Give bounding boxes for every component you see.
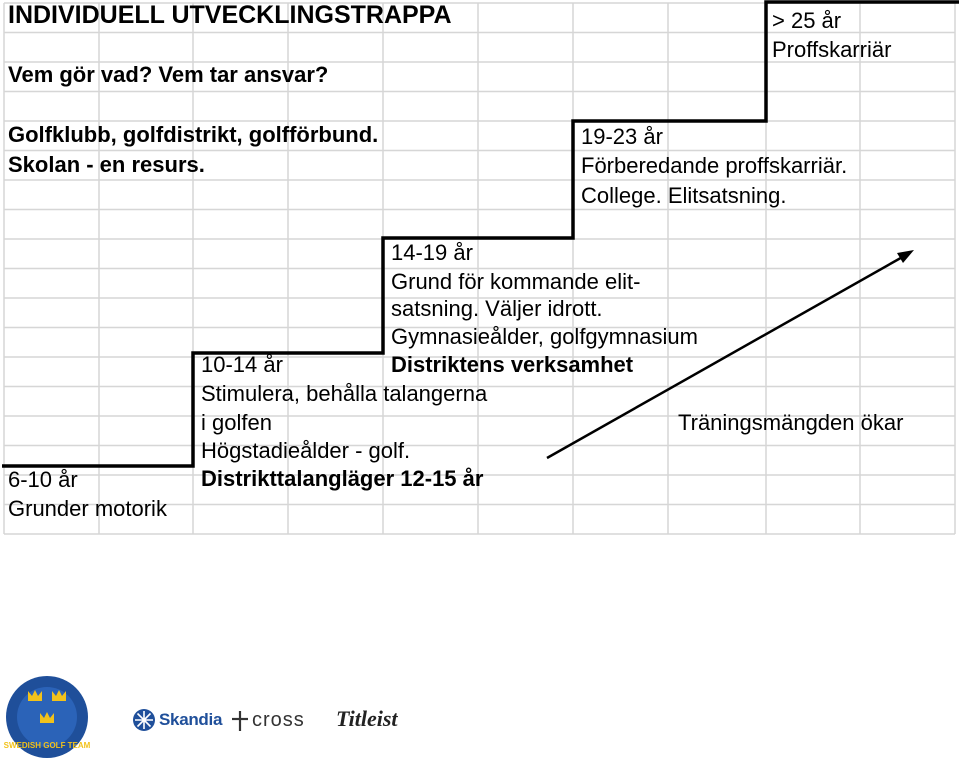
- step-10-text-3: Högstadieålder - golf.: [201, 438, 411, 463]
- skandia-logo-text: Skandia: [159, 710, 223, 729]
- svg-text:SWEDISH GOLF TEAM: SWEDISH GOLF TEAM: [4, 741, 90, 750]
- step-14-text-1: Grund för kommande elit-: [391, 269, 641, 294]
- step-14-text-2: satsning. Väljer idrott.: [391, 296, 603, 321]
- growth-arrowhead: [897, 250, 914, 263]
- step-25-age: > 25 år: [772, 8, 842, 33]
- subtitle: Vem gör vad? Vem tar ansvar?: [8, 62, 329, 87]
- step-6-age: 6-10 år: [8, 467, 78, 492]
- organizations-text: Golfklubb, golfdistrikt, golfförbund.: [8, 122, 379, 147]
- page-title: INDIVIDUELL UTVECKLINGSTRAPPA: [8, 1, 452, 29]
- sponsor-logos: [0, 660, 959, 766]
- trend-label: Träningsmängden ökar: [678, 410, 904, 435]
- skandia-icon: [132, 708, 156, 732]
- titleist-logo-text: Titleist: [336, 706, 398, 731]
- step-19-text-1: Förberedande proffskarriär.: [581, 153, 848, 178]
- step-19-text-2: College. Elitsatsning.: [581, 183, 787, 208]
- step-10-text-1: Stimulera, behålla talangerna: [201, 381, 488, 406]
- swedish-golf-team-emblem: [4, 674, 90, 760]
- step-25-text: Proffskarriär: [772, 37, 892, 62]
- step-19-age: 19-23 år: [581, 124, 663, 149]
- school-text: Skolan - en resurs.: [8, 152, 205, 177]
- step-6-text: Grunder motorik: [8, 496, 167, 521]
- step-10-age: 10-14 år: [201, 352, 283, 377]
- cross-icon: [231, 710, 249, 732]
- cross-logo-text: cross: [252, 709, 305, 731]
- step-14-age: 14-19 år: [391, 240, 473, 265]
- step-10-text-4: Distrikttalangläger 12-15 år: [201, 466, 484, 491]
- step-14-text-3: Gymnasieålder, golfgymnasium: [391, 324, 698, 349]
- step-14-text-4: Distriktens verksamhet: [391, 352, 634, 377]
- step-10-text-2: i golfen: [201, 410, 272, 435]
